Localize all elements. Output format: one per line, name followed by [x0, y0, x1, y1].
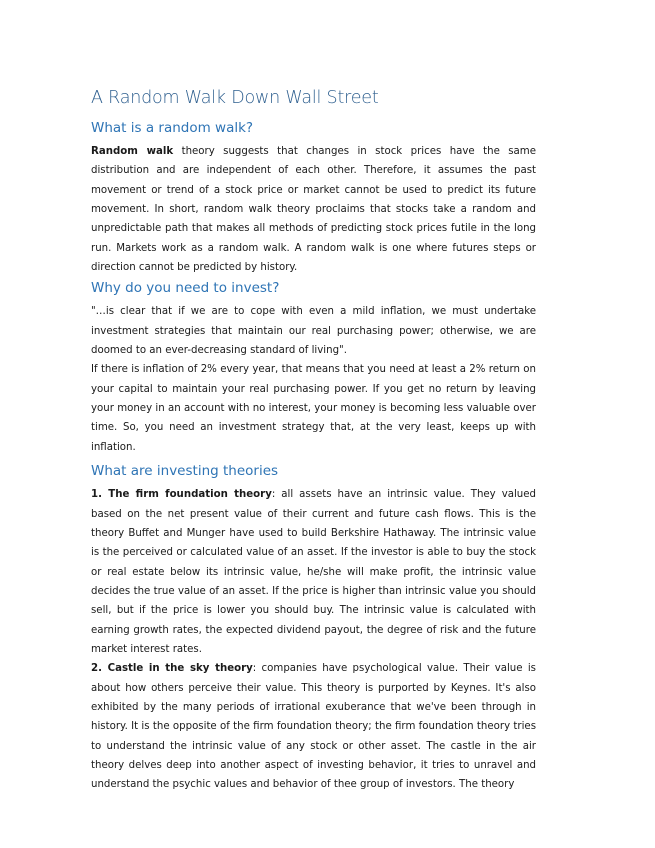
paragraph-firm-foundation-text: : all assets have an intrinsic value. They valued based on the net present value of their current and future cash flows. This is the theory Buffet and Munger have used to build Berkshire Hathaway. The intrinsic value is the perceived or calculated value of an asset. If the investor is able to buy the stock or real estate below its intrinsic value, he/she will make profit, the intrinsic value decides the true value of an asset. If the price is higher than intrinsic value you should sell, but if the price is lower you should buy. The intrinsic value is calculated with earning growth rates, the expected dividend payout, the degree of risk and the future market interest rates.: [91, 489, 536, 655]
paragraph-castle-sky: [91, 659, 536, 794]
term-castle-sky: 2. Castle in the sky theory: [91, 663, 253, 675]
paragraph-random-walk-text: theory suggests that changes in stock prices have the same distribution and are independent of each other. Therefore, it assumes the past movement or trend of a stock price or market cannot be used to predict its future movement. In short, random walk theory proclaims that stocks take a random and unpredictable path that makes all methods of predicting stock prices futile in the long run. Markets work as a random walk. A random walk is one where futures steps or direction cannot be predicted by history.: [91, 146, 536, 274]
term-firm-foundation: 1. The firm foundation theory: [91, 489, 272, 501]
term-random-walk: Random walk: [91, 146, 174, 157]
heading-why-invest: Why do you need to invest?: [91, 280, 280, 297]
paragraph-castle-sky-text: : companies have psychological value. Their value is about how others perceive their value. This theory is purported by Keynes. It's also exhibited by the many periods of irrational exuberance that we've been through in history. It is the opposite of the firm foundation theory; the firm foundation theory tries to understand the intrinsic value of any stock or other asset. The castle in the air theory delves deep into another aspect of investing behavior, it tries to unravel and understand the psychic values and behavior of thee group of investors. The theory: [91, 663, 536, 791]
paragraph-quote: "…is clear that if we are to cope with even a mild inflation, we must undertake investment strategies that maintain our real purchasing power; otherwise, we are doomed to an ever-decreasing standard of living".: [91, 306, 536, 357]
heading-investing-theories: What are investing theories: [91, 463, 279, 480]
paragraph-random-walk: [91, 142, 536, 277]
heading-random-walk: What is a random walk?: [91, 120, 254, 136]
document-page: [91, 88, 536, 795]
document-title: A Random Walk Down Wall Street: [91, 88, 379, 108]
paragraph-firm-foundation: [91, 485, 536, 659]
paragraph-inflation: If there is inflation of 2% every year, that means that you need at least a 2% return on your capital to maintain your real purchasing power. If you get no return by leaving your money in an account with no interest, your money is becoming less valuable over time. So, you need an investment strategy that, at the very least, keeps up with inflation.: [91, 364, 536, 453]
